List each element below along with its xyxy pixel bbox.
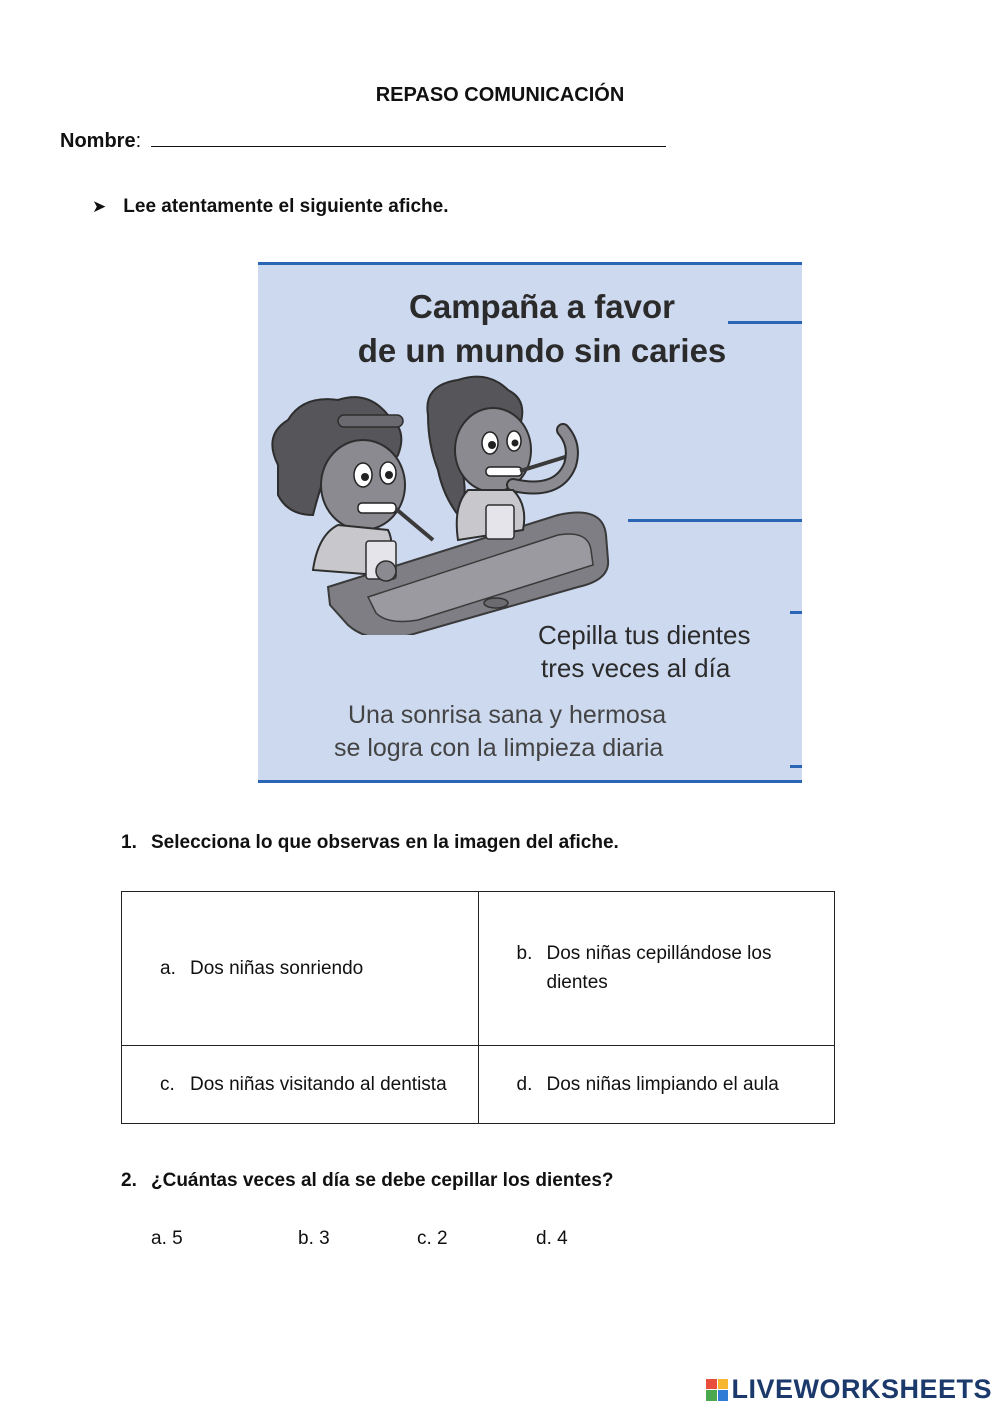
option-d-cell[interactable] — [478, 1045, 835, 1123]
poster-accent-line — [790, 765, 802, 768]
poster-accent-line — [628, 519, 802, 522]
option-letter: a. — [160, 957, 176, 979]
option-letter: b. — [516, 943, 533, 965]
name-label: Nombre — [60, 130, 136, 152]
option-text: Dos niñas visitando al dentista — [190, 1073, 447, 1095]
poster-tip-line1: Cepilla tus dientes — [538, 620, 751, 650]
question-2-text: ¿Cuántas veces al día se debe cepillar los dientes? — [151, 1170, 614, 1191]
option-text: Dos niñas cepillándose los dientes — [546, 943, 772, 994]
question-2 — [121, 1170, 614, 1192]
poster-slogan-line2: se logra con la limpieza diaria — [334, 734, 664, 762]
answer-option-c[interactable]: c. 2 — [417, 1228, 448, 1249]
question-2-number: 2. — [121, 1170, 137, 1191]
name-colon: : — [135, 130, 142, 152]
answer-option-b[interactable]: b. 3 — [298, 1228, 330, 1249]
answer-option-a[interactable]: a. 5 — [151, 1228, 183, 1249]
name-input-line[interactable] — [151, 128, 666, 147]
instruction-text: Lee atentamente el siguiente afiche. — [123, 196, 449, 217]
brand-name: LIVEWORKSHEETS — [731, 1374, 992, 1404]
arrow-bullet-icon: ➤ — [92, 197, 107, 216]
poster-slogan-line1: Una sonrisa sana y hermosa — [348, 701, 667, 729]
worksheet-title: REPASO COMUNICACIÓN — [375, 84, 625, 106]
poster-title-line2: de un mundo sin caries — [357, 332, 727, 369]
option-text: Dos niñas limpiando el aula — [546, 1073, 779, 1095]
poster-accent-line — [790, 611, 802, 614]
option-text: Dos niñas sonriendo — [190, 957, 364, 979]
poster — [258, 262, 802, 783]
girls-brushing-teeth-illustration — [258, 375, 618, 635]
liveworksheets-logo-icon — [706, 1379, 728, 1401]
option-c-cell[interactable] — [122, 1045, 479, 1123]
option-letter: d. — [516, 1073, 533, 1095]
name-field-row — [60, 128, 666, 153]
option-a-cell[interactable] — [122, 892, 479, 1046]
option-letter: c. — [160, 1073, 175, 1095]
poster-accent-line — [728, 321, 802, 324]
poster-title-line1: Campaña a favor — [409, 288, 675, 325]
answer-option-d[interactable]: d. 4 — [536, 1228, 568, 1249]
poster-tip-line2: tres veces al día — [541, 653, 731, 683]
question-1-number: 1. — [121, 832, 137, 853]
question-1-options-table — [121, 891, 835, 1124]
option-b-cell[interactable] — [478, 892, 835, 1046]
question-1 — [121, 832, 619, 854]
liveworksheets-brand — [706, 1374, 992, 1405]
instruction — [92, 196, 449, 218]
question-1-text: Selecciona lo que observas en la imagen del afiche. — [151, 832, 619, 853]
